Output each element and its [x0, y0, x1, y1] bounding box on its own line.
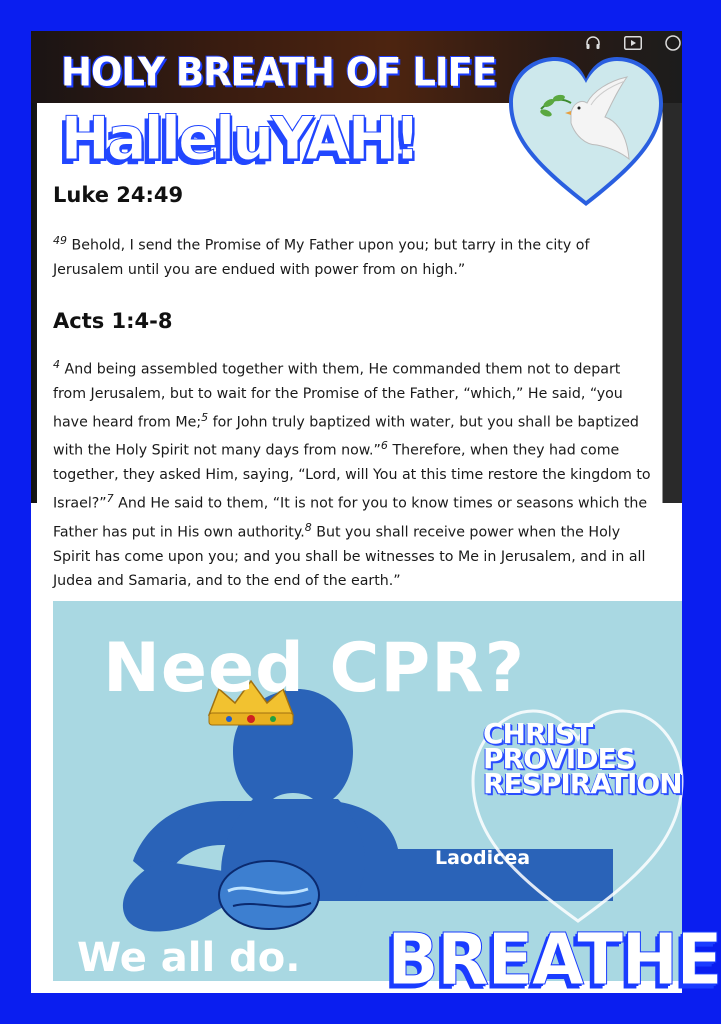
- passage-reference: Acts 1:4-8: [53, 309, 173, 333]
- headphones-icon[interactable]: [584, 35, 602, 51]
- breathe-headline: BREATHE: [387, 919, 721, 1002]
- acronym-line: PROVIDES: [483, 742, 635, 775]
- verse-text: And He said to them, “It is not for you to know times or seasons which the Father has put in His own authority.: [53, 495, 648, 541]
- left-hand: [123, 861, 233, 932]
- halleluyah-headline: HalleluYAH!: [60, 104, 418, 174]
- we-all-do-text: We all do.: [77, 935, 301, 981]
- passage-text: [53, 353, 653, 593]
- verse-text: Behold, I send the Promise of My Father upon you; but tarry in the city of Jerusalem until you are endued with power from on high.”: [53, 237, 590, 278]
- acronym-line: RESPIRATION: [483, 767, 682, 800]
- need-cpr-headline: Need CPR?: [103, 629, 526, 708]
- verse-text: But you shall receive power when the Holy Spirit has come upon you; and you shall be witnesses to Me in Jerusalem, and in all Judea and Samaria, and to the end of the earth.”: [53, 524, 646, 589]
- verse-text: And being assembled together with them, He commanded them not to depart from Jerusalem, but to wait for the Promise of the Father, “which,” He said, “you have heard from Me;: [53, 361, 623, 431]
- play-icon[interactable]: [624, 35, 642, 51]
- verse-number: 49: [53, 234, 67, 247]
- verse-number: 8: [304, 520, 312, 534]
- dove-heart-icon: [501, 51, 671, 211]
- passage-text: [53, 229, 653, 282]
- cpr-poster: [53, 601, 721, 1002]
- verse-number: 4: [53, 358, 60, 371]
- verse-number: 7: [106, 492, 114, 506]
- verse-text: for John truly baptized with water, but you shall be baptized with the Holy Spirit not many days from now.”: [53, 414, 639, 460]
- banner-title: HOLY BREATH OF LIFE: [61, 49, 497, 96]
- laodicea-label: Laodicea: [435, 847, 531, 869]
- info-icon[interactable]: [664, 35, 682, 51]
- cpr-acronym: [483, 717, 682, 800]
- acronym-line: CHRIST: [483, 717, 593, 750]
- globe-icon: [219, 861, 319, 929]
- verse-number: 5: [201, 410, 209, 424]
- verse-text: Therefore, when they had come together, they asked Him, saying, “Lord, will You at this time restore the kingdom to Israel?”: [53, 443, 651, 512]
- verse-number: 6: [380, 439, 388, 453]
- passage-reference: Luke 24:49: [53, 183, 184, 207]
- page-frame: [31, 31, 721, 1002]
